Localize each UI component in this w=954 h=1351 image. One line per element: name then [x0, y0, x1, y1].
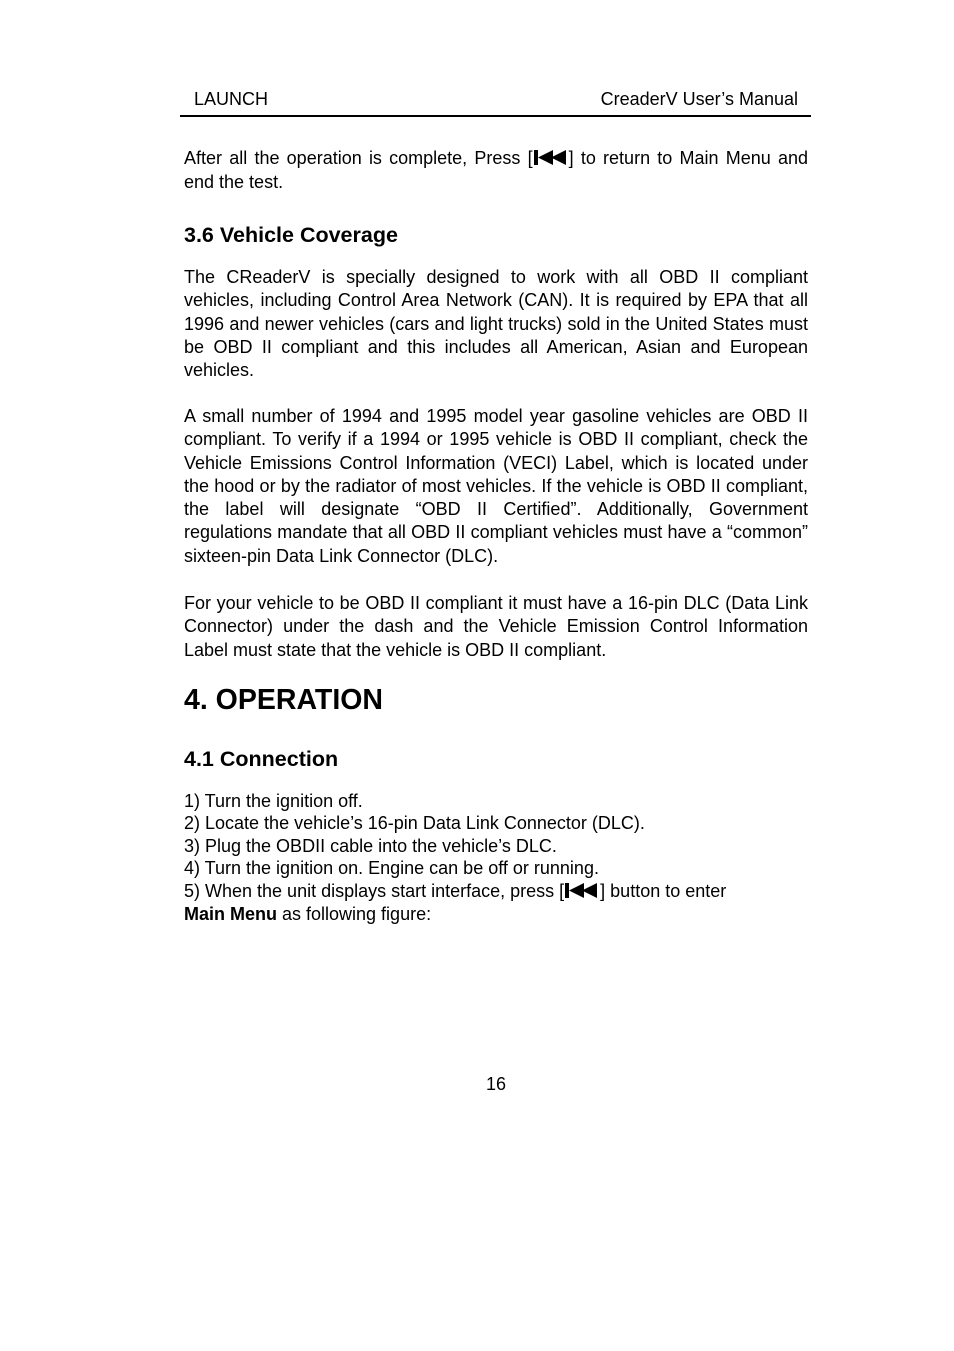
header-brand: LAUNCH [194, 89, 269, 109]
list-item: 1) Turn the ignition off. [184, 791, 363, 811]
page-header [180, 89, 811, 117]
page-number: 16 [485, 1074, 507, 1094]
intro-text-after: ] to return to Main Menu and end the test. [184, 148, 808, 193]
rewind-icon [565, 881, 599, 903]
step5-text-before: 5) When the unit displays start interface, press [ [184, 880, 565, 901]
list-item: 4) Turn the ignition on. Engine can be off or running. [184, 858, 599, 879]
section-4-1-title: 4.1 Connection [184, 747, 339, 771]
vehicle-coverage-paragraph-2: A small number of 1994 and 1995 model year gasoline vehicles are OBD II compliant. To verify if a 1994 or 1995 vehicle is OBD II compliant, check the Vehicle Emissions Control Information (VECI) Label, which is located under the hood or by the radiator of most vehicles. If the vehicle is OBD II compliant, the label will designate “OBD II Certified”. Additionally, Government regulations mandate that all OBD II compliant vehicles must have a “common” sixteen-pin Data Link Connector (DLC). [184, 406, 808, 566]
list-item: 2) Locate the vehicle’s 16-pin Data Link Connector (DLC). [184, 813, 645, 834]
intro-text-before: After all the operation is complete, Press [ [184, 148, 533, 168]
vehicle-coverage-paragraph-3: For your vehicle to be OBD II compliant it must have a 16-pin DLC (Data Link Connector) under the dash and the Vehicle Emission Control Information Label must state that the vehicle is OBD II compliant. [184, 593, 808, 660]
step5-tail: as following figure: [277, 904, 432, 925]
vehicle-coverage-paragraph-1: The CReaderV is specially designed to work with all OBD II compliant vehicles, including Control Area Network (CAN). It is required by EPA that all 1996 and newer vehicles (cars and light trucks) sold in the United States must be OBD II compliant and this includes all American, Asian and European vehicles. [184, 267, 808, 381]
main-menu-term: Main Menu [184, 904, 277, 925]
header-manual-title: CreaderV User’s Manual [600, 89, 798, 109]
connection-steps [184, 790, 808, 925]
chapter-4-title: 4. OPERATION [184, 684, 383, 716]
step5-text-after: ] button to enter [600, 880, 727, 901]
list-item: 3) Plug the OBDII cable into the vehicle’s DLC. [184, 835, 557, 856]
rewind-icon [534, 148, 568, 171]
list-item-step-5-continued [184, 903, 808, 925]
section-3-6-title: 3.6 Vehicle Coverage [184, 223, 398, 247]
list-item-step-5 [184, 880, 808, 903]
intro-paragraph [184, 147, 808, 195]
